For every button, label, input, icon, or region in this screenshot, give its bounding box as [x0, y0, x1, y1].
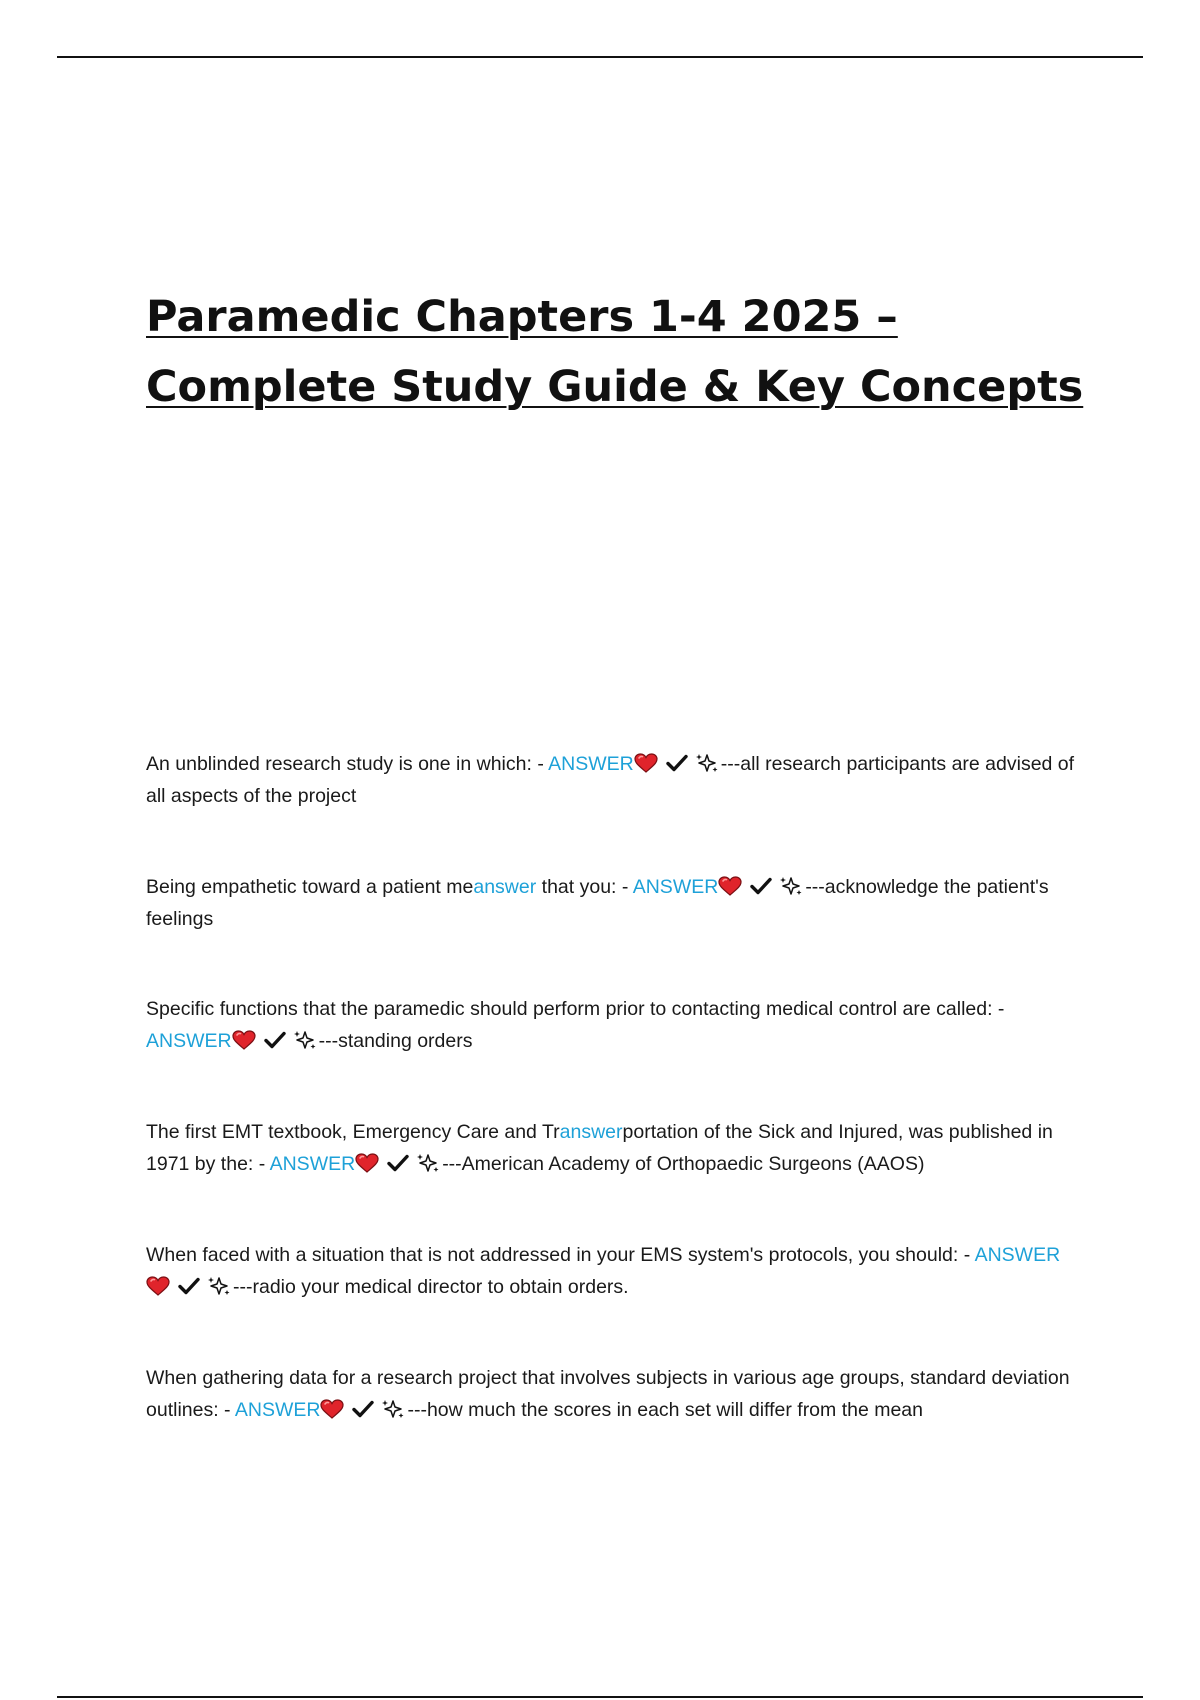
- answer-text: ---standing orders: [318, 1030, 473, 1052]
- heart-icon: [232, 1030, 256, 1050]
- answer-icons: [355, 1148, 442, 1180]
- check-icon: [750, 877, 772, 895]
- question-text: An unblinded research study is one in which: -: [146, 753, 549, 775]
- sparkle-icon: [380, 1398, 406, 1420]
- check-icon: [666, 754, 688, 772]
- qa-item-1: [146, 748, 1088, 812]
- question-text: When faced with a situation that is not addressed in your EMS system's protocols, you should: -: [146, 1244, 975, 1266]
- qa-item-5: [146, 1239, 1088, 1303]
- page-title-text: Paramedic Chapters 1-4 2025 – Complete Study Guide & Key Concepts: [146, 292, 1084, 412]
- answer-text: ---all research participants are advised of all aspects of the project: [146, 753, 1075, 807]
- heart-icon: [146, 1276, 170, 1296]
- question-text: that you: -: [536, 876, 633, 898]
- top-rule: [57, 56, 1143, 58]
- sparkle-icon: [778, 875, 804, 897]
- answer-text: ---acknowledge the patient's feelings: [146, 876, 1049, 930]
- question-text: The first EMT textbook, Emergency Care and Tr: [146, 1121, 560, 1143]
- check-icon: [264, 1031, 286, 1049]
- question-accent-text: answer: [473, 876, 537, 898]
- answer-text: ---radio your medical director to obtain orders.: [233, 1276, 629, 1298]
- answer-label: ANSWER: [234, 1399, 321, 1421]
- qa-item-6: [146, 1362, 1088, 1426]
- check-icon: [387, 1154, 409, 1172]
- sparkle-icon: [206, 1275, 232, 1297]
- qa-item-3: [146, 993, 1088, 1057]
- answer-label: ANSWER: [269, 1153, 356, 1175]
- qa-item-2: [146, 871, 1088, 935]
- heart-icon: [320, 1399, 344, 1419]
- answer-text: ---how much the scores in each set will differ from the mean: [407, 1399, 923, 1421]
- heart-icon: [634, 753, 658, 773]
- answer-icons: [718, 871, 805, 903]
- answer-label: ANSWER: [146, 1030, 232, 1052]
- answer-icons: [146, 1271, 233, 1303]
- heart-icon: [718, 876, 742, 896]
- question-accent-text: answer: [559, 1121, 623, 1143]
- sparkle-icon: [415, 1152, 441, 1174]
- question-text: Specific functions that the paramedic should perform prior to contacting medical control are called: -: [146, 998, 1005, 1020]
- answer-icons: [232, 1025, 319, 1057]
- sparkle-icon: [292, 1029, 318, 1051]
- bottom-rule: [57, 1696, 1143, 1698]
- page-title: [146, 282, 1106, 422]
- answer-text: ---American Academy of Orthopaedic Surgeons (AAOS): [442, 1153, 925, 1175]
- answer-label: ANSWER: [548, 753, 634, 775]
- check-icon: [178, 1277, 200, 1295]
- question-text: Being empathetic toward a patient me: [146, 876, 474, 898]
- qa-item-4: [146, 1116, 1088, 1180]
- question-text: portation of the Sick and Injured, was published in 1971 by the: -: [146, 1121, 1053, 1175]
- answer-label: ANSWER: [632, 876, 719, 898]
- check-icon: [352, 1400, 374, 1418]
- answer-icons: [320, 1394, 407, 1426]
- answer-label: ANSWER: [974, 1244, 1061, 1266]
- question-text: When gathering data for a research project that involves subjects in various age groups, standard deviation outlines: -: [146, 1367, 1070, 1421]
- heart-icon: [355, 1153, 379, 1173]
- sparkle-icon: [694, 752, 720, 774]
- answer-icons: [634, 748, 721, 780]
